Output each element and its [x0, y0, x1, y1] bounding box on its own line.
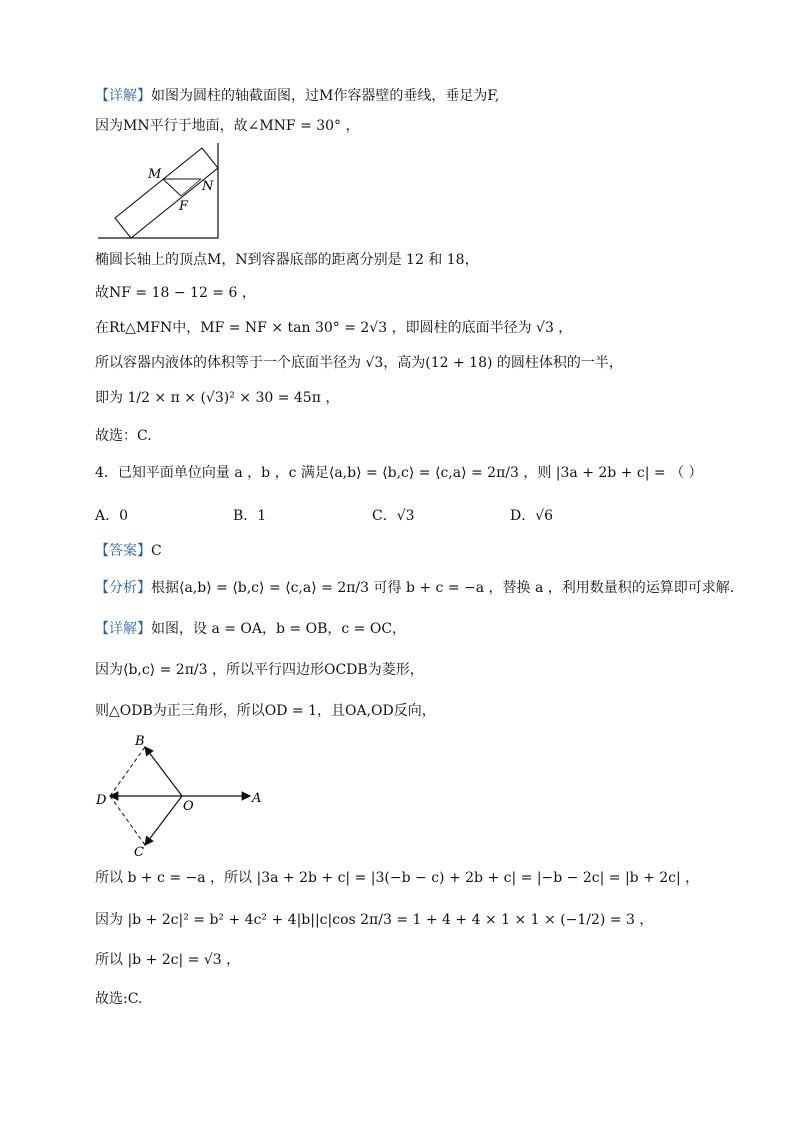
option-c: C．√3: [372, 508, 415, 524]
answer-line: [95, 541, 162, 561]
point-b-label: B: [135, 734, 145, 749]
point-m-label: M: [148, 167, 162, 182]
detail-line-5: 在Rt△MFN中，MF = NF × tan 30° = 2√3 ，即圆柱的底面半径为 √3 ，: [95, 320, 573, 336]
detail-line-1: [95, 86, 499, 106]
detail2-line-2: 因为⟨b,c⟩ = 2π/3 ，所以平行四边形OCDB为菱形，: [95, 662, 424, 678]
detail2-line-4: 所以 b + c = −a ，所以 |3a + 2b + c| = |3(−b − c) + 2b + c| = |−b − 2c| = |b + 2c| ，: [95, 870, 700, 886]
detail-line-7: 即为 1/2 × π × (√3)² × 30 = 45π ，: [95, 390, 340, 406]
detail2-line-5: 因为 |b + 2c|² = b² + 4c² + 4|b||c|cos 2π/3 = 1 + 4 + 4 × 1 × 1 × (−1/2) = 3 ，: [95, 912, 654, 928]
detail2-tag: 【详解】: [95, 621, 151, 637]
point-a-label: A: [252, 791, 262, 806]
answer-tag: 【答案】: [95, 543, 151, 559]
option-d: D．√6: [510, 508, 554, 524]
question-4-stem: 4．已知平面单位向量 a ，b ，c 满足⟨a,b⟩ = ⟨b,c⟩ = ⟨c,a⟩ = 2π/3 ，则 |3a + 2b + c| = （ ）: [95, 465, 703, 481]
point-c-label: C: [134, 845, 144, 858]
detail-line-3: 椭圆长轴上的顶点M，N到容器底部的距离分别是 12 和 18，: [95, 252, 479, 268]
detail2-line-7: 故选:C.: [95, 991, 143, 1007]
detail2-line-3: 则△ODB为正三角形，所以OD = 1，且OA,OD反向，: [95, 703, 436, 719]
vector-rhombus-figure: [92, 730, 272, 858]
point-d-label: D: [96, 793, 107, 808]
point-o-label: O: [183, 799, 194, 814]
analysis-text: 根据⟨a,b⟩ = ⟨b,c⟩ = ⟨c,a⟩ = 2π/3 可得 b + c = −a ，替换 a ，利用数量积的运算即可求解.: [151, 580, 735, 596]
answer-text: C: [151, 543, 162, 559]
detail-line-8: 故选：C.: [95, 428, 152, 444]
cylinder-cross-section-figure: [95, 140, 225, 242]
point-n-label: N: [202, 179, 214, 194]
analysis-line: [95, 578, 734, 598]
detail-line-6: 所以容器内液体的体积等于一个底面半径为 √3，高为(12 + 18) 的圆柱体积的一半，: [95, 355, 623, 371]
detail2-line-1: [95, 619, 406, 639]
detail2-text: 如图，设 a = OA，b = OB，c = OC，: [151, 621, 407, 637]
analysis-tag: 【分析】: [95, 580, 151, 596]
detail-text: 如图为圆柱的轴截面图，过M作容器壁的垂线，垂足为F,: [151, 88, 500, 104]
option-b: B．1: [233, 508, 267, 524]
point-f-label: F: [179, 199, 189, 214]
detail-line-4: 故NF = 18 − 12 = 6 ，: [95, 285, 256, 301]
detail-line-2: 因为MN平行于地面，故∠MNF = 30° ，: [95, 118, 360, 134]
option-a: A．0: [95, 508, 129, 524]
detail2-line-6: 所以 |b + 2c| = √3 ，: [95, 952, 241, 968]
detail-tag: 【详解】: [95, 88, 151, 104]
